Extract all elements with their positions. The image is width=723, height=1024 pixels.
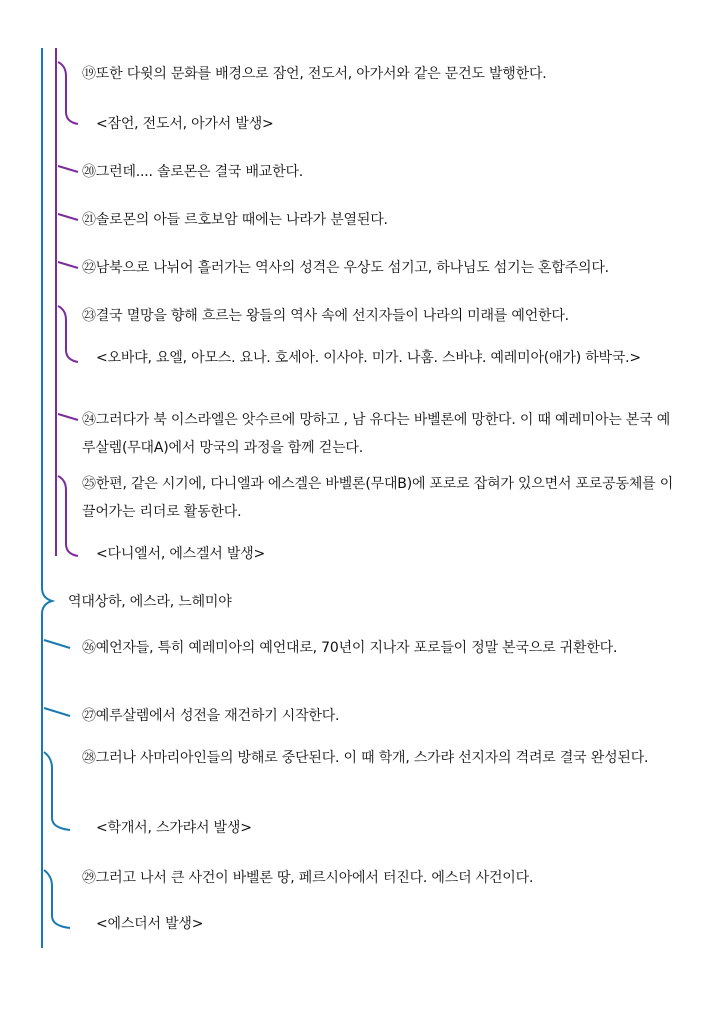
blue-brace-28 bbox=[44, 752, 70, 830]
item-29: ㉙그러고 나서 큰 사건이 바벨론 땅, 페르시아에서 터진다. 에스더 사건이다. bbox=[82, 870, 534, 886]
item-28: ㉘그러나 사마리아인들의 방해로 중단된다. 이 때 학개, 스가랴 선지자의 격려로 결국 완성된다. bbox=[82, 750, 649, 766]
note-23-text: <오바댜, 요엘, 아모스. 요나. 호세아. 이사야. 미가. 나훔. 스바냐. 예레미아(애가) 하박국.> bbox=[96, 350, 641, 366]
purple-tick-20 bbox=[58, 166, 78, 172]
purple-tick-22 bbox=[58, 262, 78, 268]
main-trunk-line bbox=[42, 48, 52, 948]
item-27: ㉗예루살렘에서 성전을 재건하기 시작한다. bbox=[82, 708, 340, 724]
purple-brace-25 bbox=[58, 476, 78, 556]
item-19: ⑲또한 다윗의 문화를 배경으로 잠언, 전도서, 아가서와 같은 문건도 발행한다. bbox=[82, 66, 547, 82]
purple-brace-23 bbox=[58, 306, 78, 362]
section-heading: 역대상하, 에스라, 느헤미야 bbox=[68, 594, 232, 610]
purple-tick-21 bbox=[58, 214, 78, 220]
note-28: <학개서, 스가랴서 발생> bbox=[96, 820, 252, 836]
blue-tick-27 bbox=[44, 708, 70, 716]
item-20: ⑳그런데.... 솔로몬은 결국 배교한다. bbox=[82, 164, 304, 180]
note-29: <에스더서 발생> bbox=[96, 916, 204, 932]
item-24: ㉔그러다가 북 이스라엘은 앗수르에 망하고 , 남 유다는 바벨론에 망한다. 이 때 예레미아는 본국 예루살렘(무대A)에서 망국의 과정을 함께 걷는다. bbox=[82, 412, 671, 456]
item-23: ㉓결국 멸망을 향해 흐르는 왕들의 역사 속에 선지자들이 나라의 미래를 예언한다. bbox=[82, 308, 569, 324]
item-26: ㉖예언자들, 특히 예레미아의 예언대로, 70년이 지나자 포로들이 정말 본국으로 귀환한다. bbox=[82, 640, 618, 656]
purple-brace-19 bbox=[58, 62, 78, 124]
blue-brace-29 bbox=[44, 870, 70, 928]
note-25: <다니엘서, 에스겔서 발생> bbox=[96, 546, 266, 562]
purple-tick-24 bbox=[58, 414, 78, 420]
item-22: ㉒남북으로 나뉘어 흘러가는 역사의 성격은 우상도 섬기고, 하나님도 섬기는 혼합주의다. bbox=[82, 260, 609, 276]
blue-tick-26 bbox=[44, 640, 70, 648]
note-19: <잠언, 전도서, 아가서 발생> bbox=[96, 116, 274, 132]
note-23 bbox=[96, 344, 686, 372]
item-21: ㉑솔로몬의 아들 르호보암 때에는 나라가 분열된다. bbox=[82, 212, 388, 228]
item-25: ㉕한편, 같은 시기에, 다니엘과 에스겔은 바벨론(무대B)에 포로로 잡혀가 있으면서 포로공동체를 이끌어가는 리더로 활동한다. bbox=[82, 476, 674, 520]
